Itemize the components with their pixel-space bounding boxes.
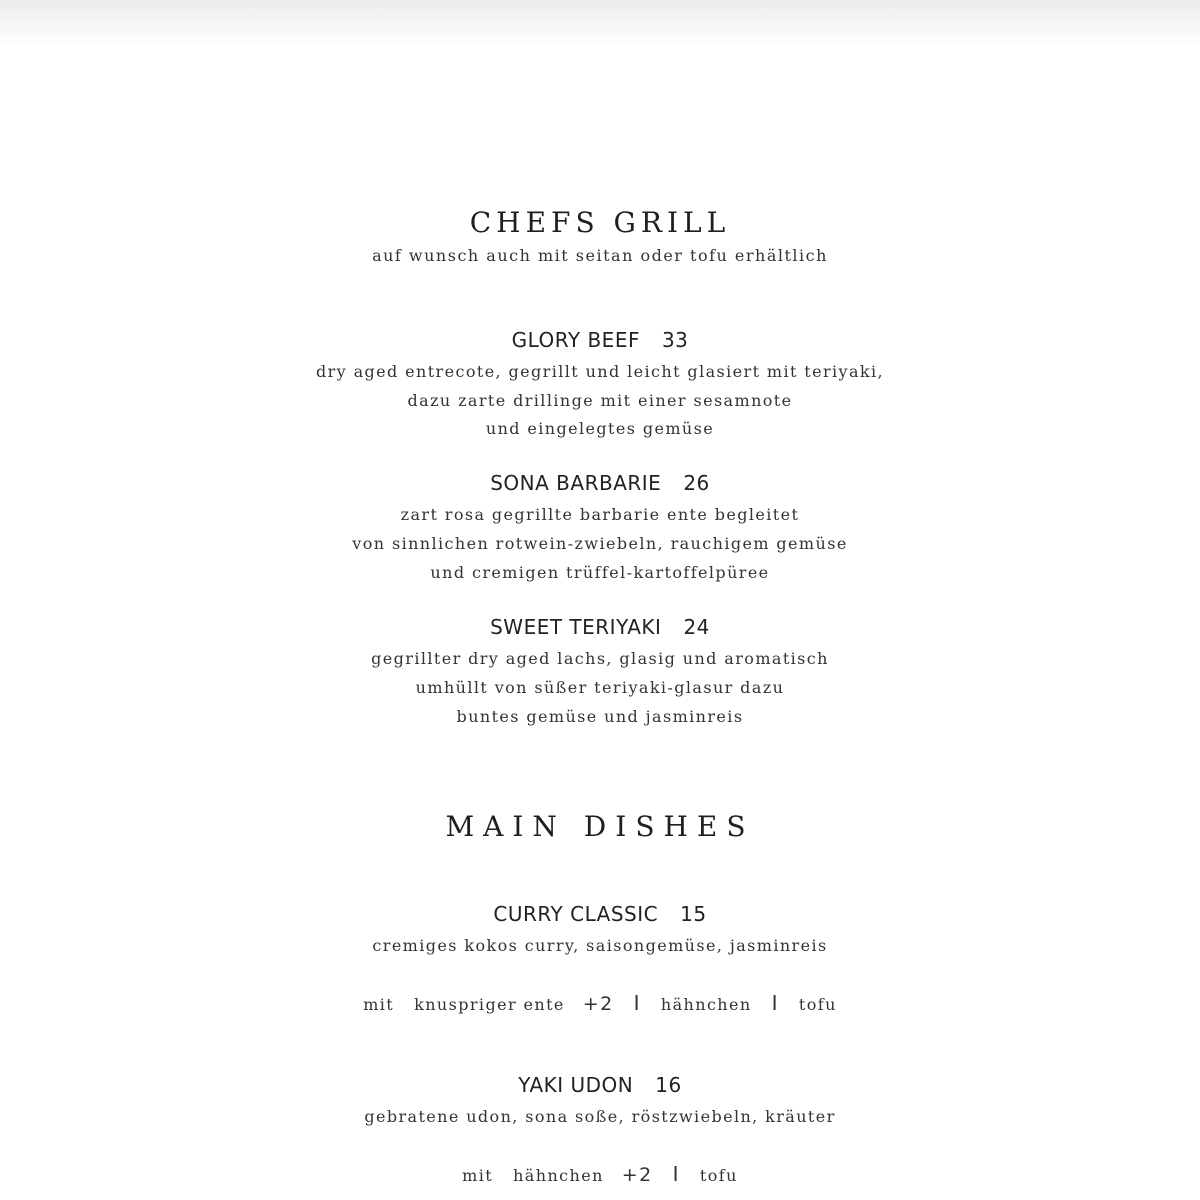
dish-price: 15: [680, 902, 707, 926]
option-item: tofu: [699, 1166, 738, 1185]
option-item: knuspriger ente: [414, 995, 565, 1014]
option-separator: I: [771, 991, 779, 1015]
dish-name: CURRY CLASSIC: [493, 902, 659, 926]
dish-title-sona-barbarie: [0, 471, 1200, 495]
dish-description-line: zart rosa gegrillte barbarie ente begleitet: [400, 505, 800, 524]
dish-description-line: und cremigen trüffel-kartoffelpüree: [430, 563, 770, 582]
dish-price: 16: [655, 1073, 682, 1097]
dish-description-line: dry aged entrecote, gegrillt und leicht glasiert mit teriyaki,: [315, 362, 885, 381]
option-prefix: mit: [363, 995, 395, 1014]
dish-description-line: von sinnlichen rotwein-zwiebeln, rauchigem gemüse: [352, 534, 848, 553]
option-item: hähnchen: [660, 995, 752, 1014]
section-title-main-dishes: MAIN DISHES: [445, 810, 755, 843]
dish-description-line: cremiges kokos curry, saisongemüse, jasminreis: [372, 936, 828, 955]
dish-description-line: gegrillter dry aged lachs, glasig und aromatisch: [371, 649, 829, 668]
dish-price: 26: [683, 471, 710, 495]
dish-title-glory-beef: [0, 328, 1200, 352]
dish-description-line: gebratene udon, sona soße, röstzwiebeln, kräuter: [364, 1107, 836, 1126]
dish-title-yaki-udon: [0, 1073, 1200, 1097]
dish-name: GLORY BEEF: [511, 328, 640, 352]
dish-options-line: [0, 991, 1200, 1015]
option-item: hähnchen: [513, 1166, 604, 1185]
option-surcharge: +2: [621, 1164, 653, 1186]
dish-title-sweet-teriyaki: [0, 615, 1200, 639]
dish-options-line: [0, 1162, 1200, 1186]
option-separator: I: [672, 1162, 680, 1186]
option-prefix: mit: [462, 1166, 494, 1185]
dish-price: 33: [661, 328, 689, 352]
dish-description-line: dazu zarte drillinge mit einer sesamnote: [407, 391, 793, 410]
dish-name: YAKI UDON: [518, 1073, 634, 1097]
section-title-chefs-grill: CHEFS GRILL: [469, 206, 731, 239]
dish-description-line: buntes gemüse und jasminreis: [456, 707, 744, 726]
dish-description-line: umhüllt von süßer teriyaki-glasur dazu: [415, 678, 785, 697]
dish-title-curry-classic: [0, 902, 1200, 926]
dish-name: SONA BARBARIE: [490, 471, 662, 495]
option-surcharge: +2: [582, 993, 614, 1015]
option-separator: I: [633, 991, 641, 1015]
option-item: tofu: [798, 995, 837, 1014]
top-shadow: [0, 0, 1200, 48]
dish-price: 24: [683, 615, 710, 639]
section-note: auf wunsch auch mit seitan oder tofu erhältlich: [372, 246, 828, 265]
dish-description-line: und eingelegtes gemüse: [485, 419, 715, 438]
dish-name: SWEET TERIYAKI: [490, 615, 662, 639]
